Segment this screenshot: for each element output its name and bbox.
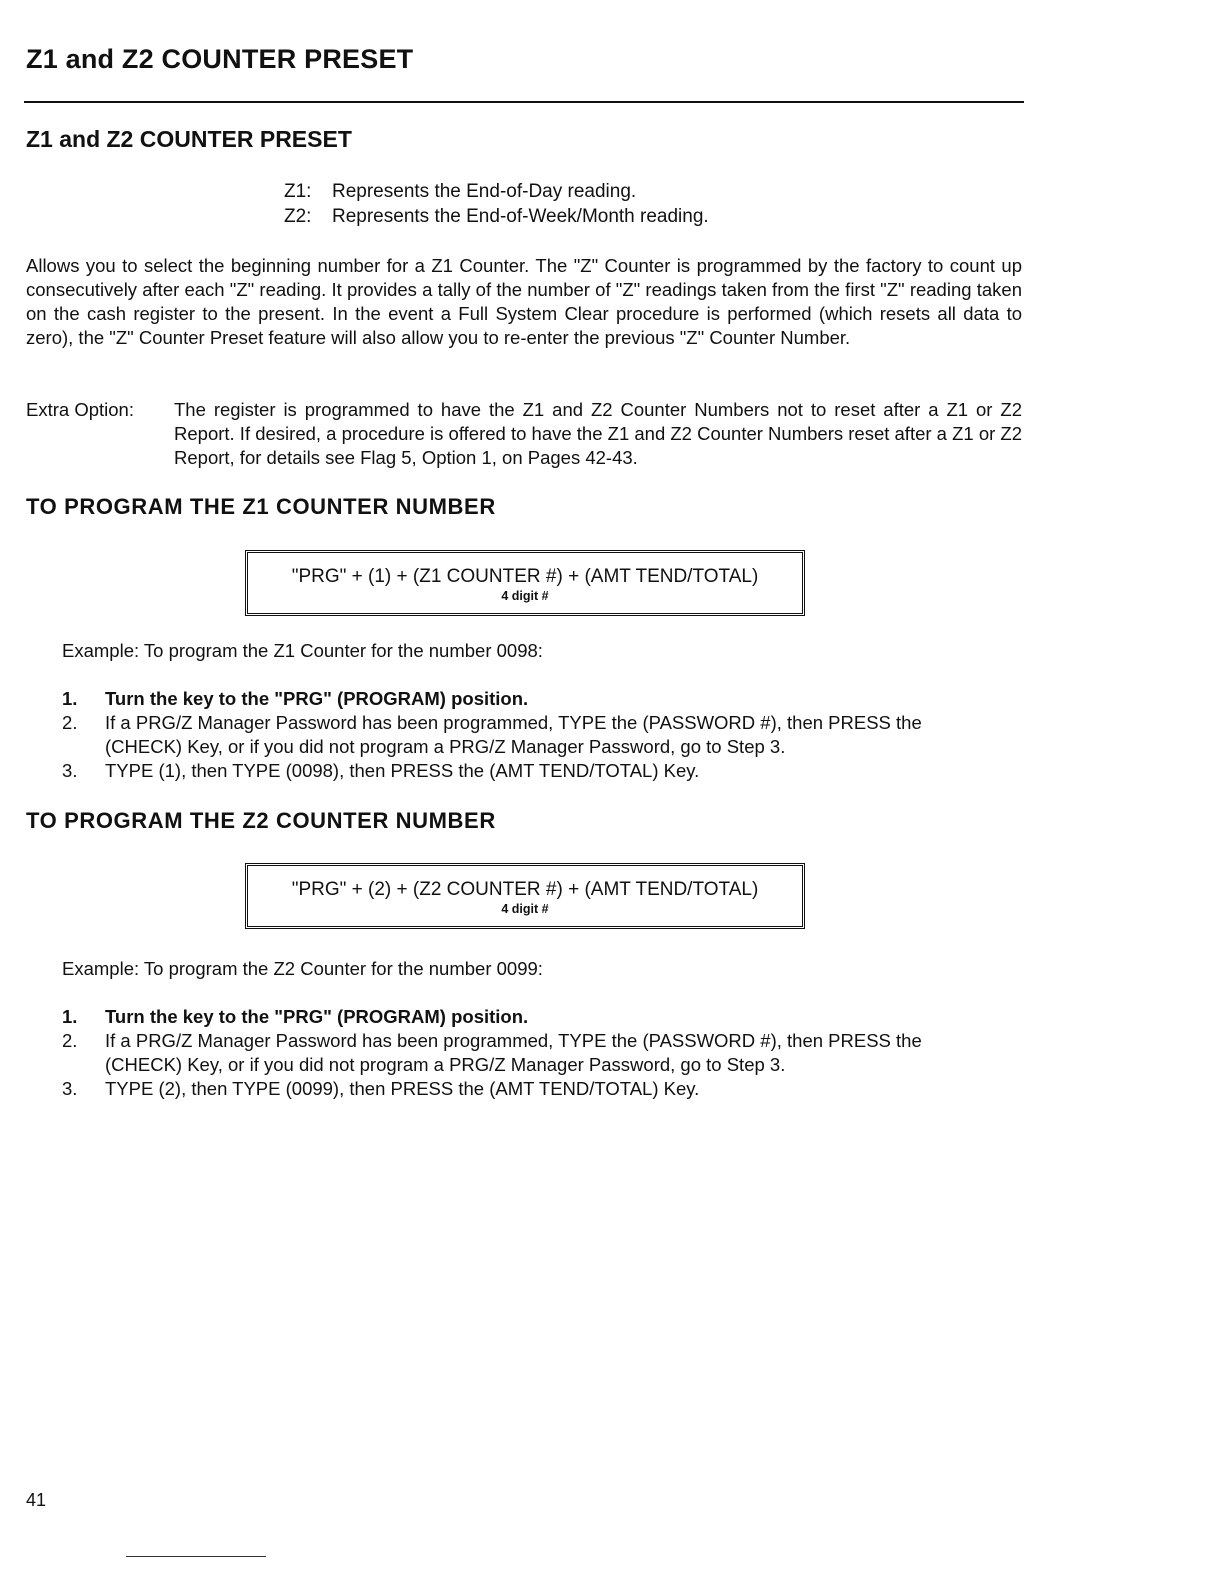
definition-term: Z2: (284, 206, 312, 227)
section-title: Z1 and Z2 COUNTER PRESET (26, 126, 352, 152)
definition-z2 (284, 205, 709, 229)
list-item (62, 1005, 1002, 1029)
step-number: 2. (62, 712, 78, 733)
z1-example: Example: To program the Z1 Counter for the number 0098: (62, 640, 543, 661)
list-item (62, 759, 1002, 783)
z2-command-note: 4 digit # (501, 902, 549, 916)
z1-steps (62, 687, 1002, 783)
page-number: 41 (26, 1490, 47, 1510)
z1-heading: TO PROGRAM THE Z1 COUNTER NUMBER (26, 494, 496, 519)
step-text: If a PRG/Z Manager Password has been programmed, TYPE the (PASSWORD #), then PRESS the (CHECK) Key, or if you did not program a PRG/Z Manager Password, go to Step 3. (105, 1030, 922, 1075)
step-text: TYPE (1), then TYPE (0098), then PRESS the (AMT TEND/TOTAL) Key. (105, 760, 700, 781)
step-number: 2. (62, 1030, 78, 1051)
z2-example: Example: To program the Z2 Counter for the number 0099: (62, 958, 543, 979)
z2-command-box (245, 863, 805, 929)
step-number: 3. (62, 1078, 78, 1099)
definition-term: Z1: (284, 181, 312, 202)
footer-divider (126, 1556, 266, 1557)
list-item (62, 1077, 1002, 1101)
step-number: 3. (62, 760, 78, 781)
step-text: If a PRG/Z Manager Password has been programmed, TYPE the (PASSWORD #), then PRESS the (CHECK) Key, or if you did not program a PRG/Z Manager Password, go to Step 3. (105, 712, 922, 757)
intro-paragraph: Allows you to select the beginning number for a Z1 Counter. The "Z" Counter is programmed by the factory to count up consecutively after each "Z" reading. It provides a tally of the number of "Z" readings taken from the first "Z" reading taken on the cash register to the present. In the event a Full System Clear procedure is performed (which resets all data to zero), the "Z" Counter Preset feature will also allow you to re-enter the previous "Z" Counter Number. (26, 255, 1022, 348)
step-text: Turn the key to the "PRG" (PROGRAM) position. (105, 1006, 529, 1027)
z2-heading: TO PROGRAM THE Z2 COUNTER NUMBER (26, 808, 496, 833)
extra-option-text: The register is programmed to have the Z1 and Z2 Counter Numbers not to reset after a Z1 or Z2 Report. If desired, a procedure is offered to have the Z1 and Z2 Counter Numbers reset after a Z1 or Z2 Report, for details see Flag 5, Option 1, on Pages 42-43. (174, 399, 1023, 468)
title-divider (24, 101, 1024, 103)
step-text: TYPE (2), then TYPE (0099), then PRESS the (AMT TEND/TOTAL) Key. (105, 1078, 700, 1099)
list-item (62, 687, 1002, 711)
definition-z1 (284, 180, 636, 204)
definition-text: Represents the End-of-Week/Month reading. (332, 206, 709, 227)
extra-option-label: Extra Option: (26, 399, 134, 420)
page-title: Z1 and Z2 COUNTER PRESET (26, 44, 414, 74)
step-number: 1. (62, 1006, 78, 1027)
step-number: 1. (62, 688, 78, 709)
z1-command-sequence: "PRG" + (1) + (Z1 COUNTER #) + (AMT TEND/TOTAL) (291, 566, 759, 587)
definition-text: Represents the End-of-Day reading. (332, 181, 637, 202)
step-text: Turn the key to the "PRG" (PROGRAM) position. (105, 688, 529, 709)
list-item (62, 1029, 1002, 1077)
z1-command-note: 4 digit # (501, 589, 549, 603)
z2-steps (62, 1005, 1002, 1101)
z2-command-sequence: "PRG" + (2) + (Z2 COUNTER #) + (AMT TEND/TOTAL) (291, 879, 759, 900)
z1-command-box (245, 550, 805, 616)
list-item (62, 711, 1002, 759)
